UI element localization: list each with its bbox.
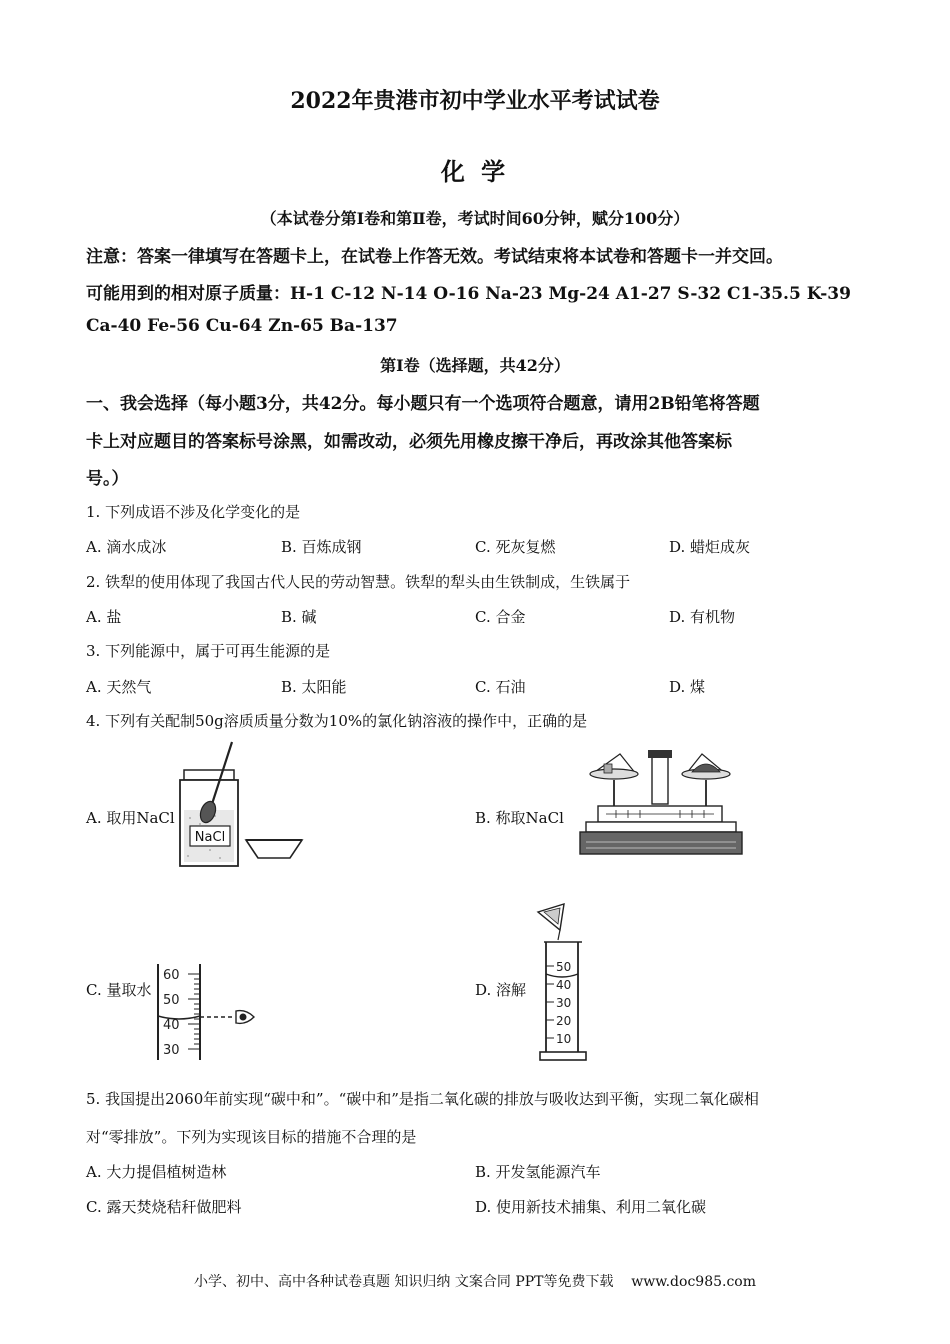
cylinder-dissolving-figure xyxy=(534,900,604,1066)
exam-info: （本试卷分第Ⅰ卷和第Ⅱ卷，考试时间60分钟，赋分100分） xyxy=(260,209,690,228)
question-2-stem: 2. 铁犁的使用体现了我国古代人民的劳动智慧。铁犁的犁头由生铁制成，生铁属于 xyxy=(86,573,631,591)
question-5-option-a: A. 大力提倡植树造林 xyxy=(86,1163,227,1181)
cylinder-d-tick-50: 50 xyxy=(556,960,572,974)
footer-text: 小学、初中、高中各种试卷真题 知识归纳 文案合同 PPT等免费下载 www.doc985.com xyxy=(193,1274,756,1290)
question-5-option-d: D. 使用新技术捕集、利用二氧化碳 xyxy=(475,1198,707,1216)
section-instructions-3: 号。） xyxy=(86,469,129,489)
balance-figure xyxy=(576,742,746,864)
atomic-mass-line-1: 可能用到的相对原子质量：H-1 C-12 N-14 O-16 Na-23 Mg-24 A1-27 S-32 C1-35.5 K-39 xyxy=(86,284,851,304)
measuring-cylinder-reading-figure xyxy=(154,962,262,1064)
cylinder-c-tick-40: 40 xyxy=(163,1018,180,1033)
part-title: 第Ⅰ卷（选择题，共42分） xyxy=(380,356,570,375)
cylinder-d-tick-30: 30 xyxy=(556,996,572,1010)
question-3-stem: 3. 下列能源中，属于可再生能源的是 xyxy=(86,642,331,660)
question-4-stem: 4. 下列有关配制50g溶质质量分数为10%的氯化钠溶液的操作中，正确的是 xyxy=(86,712,588,730)
question-5-option-c: C. 露天焚烧秸秆做肥料 xyxy=(86,1198,242,1216)
question-1-stem: 1. 下列成语不涉及化学变化的是 xyxy=(86,503,301,521)
question-5-stem-2: 对“零排放”。下列为实现该目标的措施不合理的是 xyxy=(86,1128,417,1146)
question-4-option-d: D. 溶解 xyxy=(475,981,527,999)
question-4-option-c: C. 量取水 xyxy=(86,981,152,999)
question-3-option-a: A. 天然气 xyxy=(86,678,152,696)
nacl-label: NaCl xyxy=(194,830,226,845)
cylinder-c-tick-30: 30 xyxy=(163,1043,180,1058)
question-1-option-a: A. 滴水成冰 xyxy=(86,538,167,556)
subject-title: 化 学 xyxy=(440,157,510,186)
section-instructions-1: 一、我会选择（每小题3分，共42分。每小题只有一个选项符合题意，请用2B铅笔将答题 xyxy=(86,394,760,414)
question-5-stem-1: 5. 我国提出2060年前实现“碳中和”。“碳中和”是指二氧化碳的排放与吸收达到平衡，实现二氧化碳相 xyxy=(86,1090,759,1108)
cylinder-d-tick-40: 40 xyxy=(556,978,572,992)
cylinder-d-tick-10: 10 xyxy=(556,1032,572,1046)
question-5-option-b: B. 开发氢能源汽车 xyxy=(475,1163,601,1181)
cylinder-d-tick-20: 20 xyxy=(556,1014,572,1028)
question-3-option-c: C. 石油 xyxy=(475,678,526,696)
question-2-option-a: A. 盐 xyxy=(86,608,122,626)
cylinder-c-tick-60: 60 xyxy=(163,968,180,983)
question-1-option-b: B. 百炼成钢 xyxy=(281,538,362,556)
section-instructions-2: 卡上对应题目的答案标号涂黑，如需改动，必须先用橡皮擦干净后，再改涂其他答案标 xyxy=(86,432,732,452)
question-2-option-b: B. 碱 xyxy=(281,608,317,626)
question-1-option-c: C. 死灰复燃 xyxy=(475,538,556,556)
question-3-option-b: B. 太阳能 xyxy=(281,678,347,696)
question-3-option-d: D. 煤 xyxy=(669,678,706,696)
question-4-option-b: B. 称取NaCl xyxy=(475,809,564,827)
reagent-bottle-figure xyxy=(170,738,330,870)
notice-text: 注意：答案一律填写在答题卡上，在试卷上作答无效。考试结束将本试卷和答题卡一并交回。 xyxy=(86,247,783,267)
atomic-mass-line-2: Ca-40 Fe-56 Cu-64 Zn-65 Ba-137 xyxy=(86,316,398,336)
question-2-option-d: D. 有机物 xyxy=(669,608,736,626)
exam-title: 2022年贵港市初中学业水平考试试卷 xyxy=(290,88,660,114)
question-4-option-a: A. 取用NaCl xyxy=(86,809,175,827)
question-2-option-c: C. 合金 xyxy=(475,608,526,626)
question-1-option-d: D. 蜡炬成灰 xyxy=(669,538,751,556)
cylinder-c-tick-50: 50 xyxy=(163,993,180,1008)
